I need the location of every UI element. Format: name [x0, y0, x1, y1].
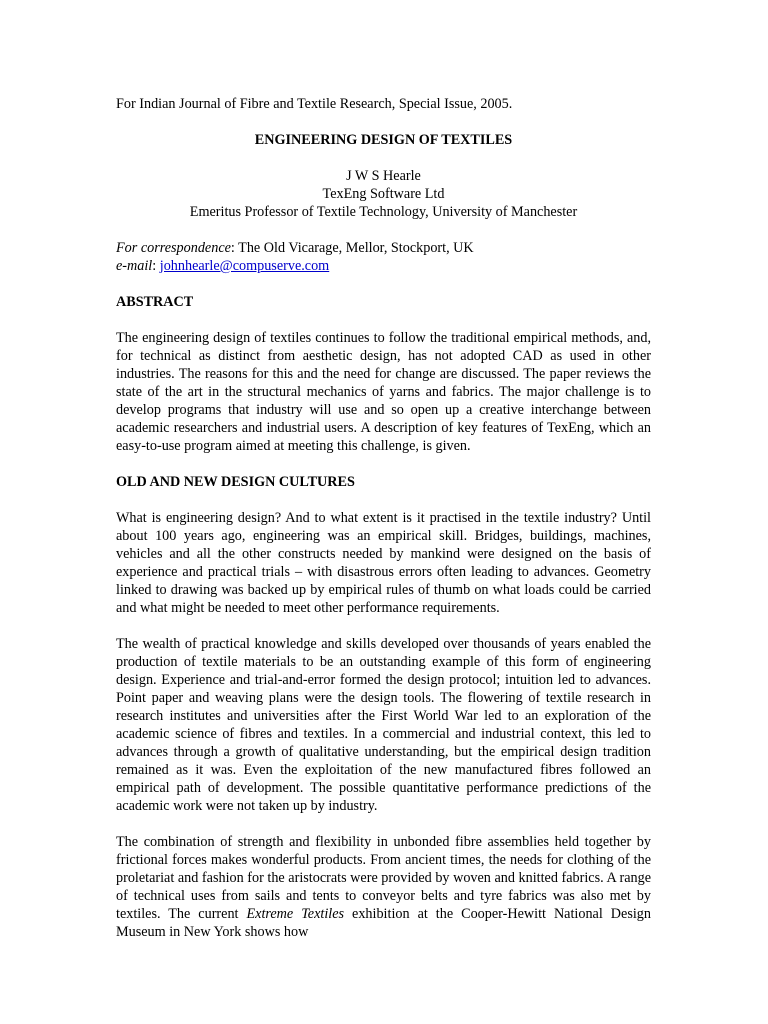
correspondence-line [116, 239, 651, 257]
section-paragraph-2: The wealth of practical knowledge and skills developed over thousands of years enabled the production of textile materials to be an outstanding example of this form of engineering design. Experience and trial-and-error formed the design protocol; intuition led to advances. Point paper and weaving plans were the design tools. The flowering of textile research in research institutes and universities after the First World War led to an exploration of the academic science of fibres and textiles. In a commercial and industrial context, this led to advances through a growth of qualitative understanding, but the empirical design tradition remained as it was. Even the exploitation of the new manufactured fibres followed an empirical path of development. The possible quantitative performance predictions of the academic work were not taken up by industry. [116, 636, 651, 814]
paragraph-3-text-a: The combination of strength and flexibility in unbonded fibre assemblies held together by frictional forces makes wonderful products. From ancient times, the needs for clothing of the proletariat and fashion for the aristocrats were provided by woven and knitted fabrics. A range of technical uses from sails and tents to conveyor belts and tyre fabrics was also met by textiles. The current [116, 834, 651, 922]
correspondence-address: The Old Vicarage, Mellor, Stockport, UK [234, 240, 474, 256]
author-affiliation-university: Emeritus Professor of Textile Technology, University of Manchester [189, 204, 578, 220]
email-sep: : [152, 258, 160, 274]
extreme-textiles-title: Extreme Textiles [246, 906, 345, 922]
correspondence-label: For correspondence [116, 240, 231, 256]
paper-title: ENGINEERING DESIGN OF TEXTILES [254, 132, 513, 148]
journal-line: For Indian Journal of Fibre and Textile Research, Special Issue, 2005. [116, 96, 513, 112]
author-affiliation-company: TexEng Software Ltd [322, 186, 445, 202]
section-paragraph-1: What is engineering design? And to what extent is it practised in the textile industry? Until about 100 years ago, engineering was an empirical skill. Bridges, buildings, machines, vehicles and all the other constructs needed by mankind were designed on the basis of experience and practical trials – with disastrous errors often leading to advances. Geometry linked to drawing was backed up by empirical rules of thumb on what loads could be carried and what might be needed to meet other performance requirements. [116, 510, 651, 616]
section-paragraph-3 [116, 833, 651, 941]
paragraph-3-text-b: exhibition at the Cooper-Hewitt National Design Museum in New York shows how [116, 906, 651, 940]
author-name: J W S Hearle [346, 168, 421, 184]
document-content [116, 95, 651, 959]
email-line [116, 257, 651, 275]
abstract-paragraph: The engineering design of textiles continues to follow the traditional empirical methods, and, for technical as distinct from aesthetic design, has not adopted CAD as used in other industries. The reasons for this and the need for change are discussed. The paper reviews the state of the art in the structural mechanics of yarns and fabrics. The major challenge is to develop programs that industry will use and so open up a creative interchange between academic researchers and industrial users. A description of key features of TexEng, which an easy-to-use program aimed at meeting this challenge, is given. [116, 330, 651, 454]
section-heading-design-cultures: OLD AND NEW DESIGN CULTURES [116, 474, 355, 490]
email-label: e-mail [116, 258, 153, 274]
abstract-heading: ABSTRACT [116, 294, 194, 310]
correspondence-sep: : [230, 240, 235, 256]
email-link[interactable]: johnhearle@compuserve.com [159, 258, 330, 274]
